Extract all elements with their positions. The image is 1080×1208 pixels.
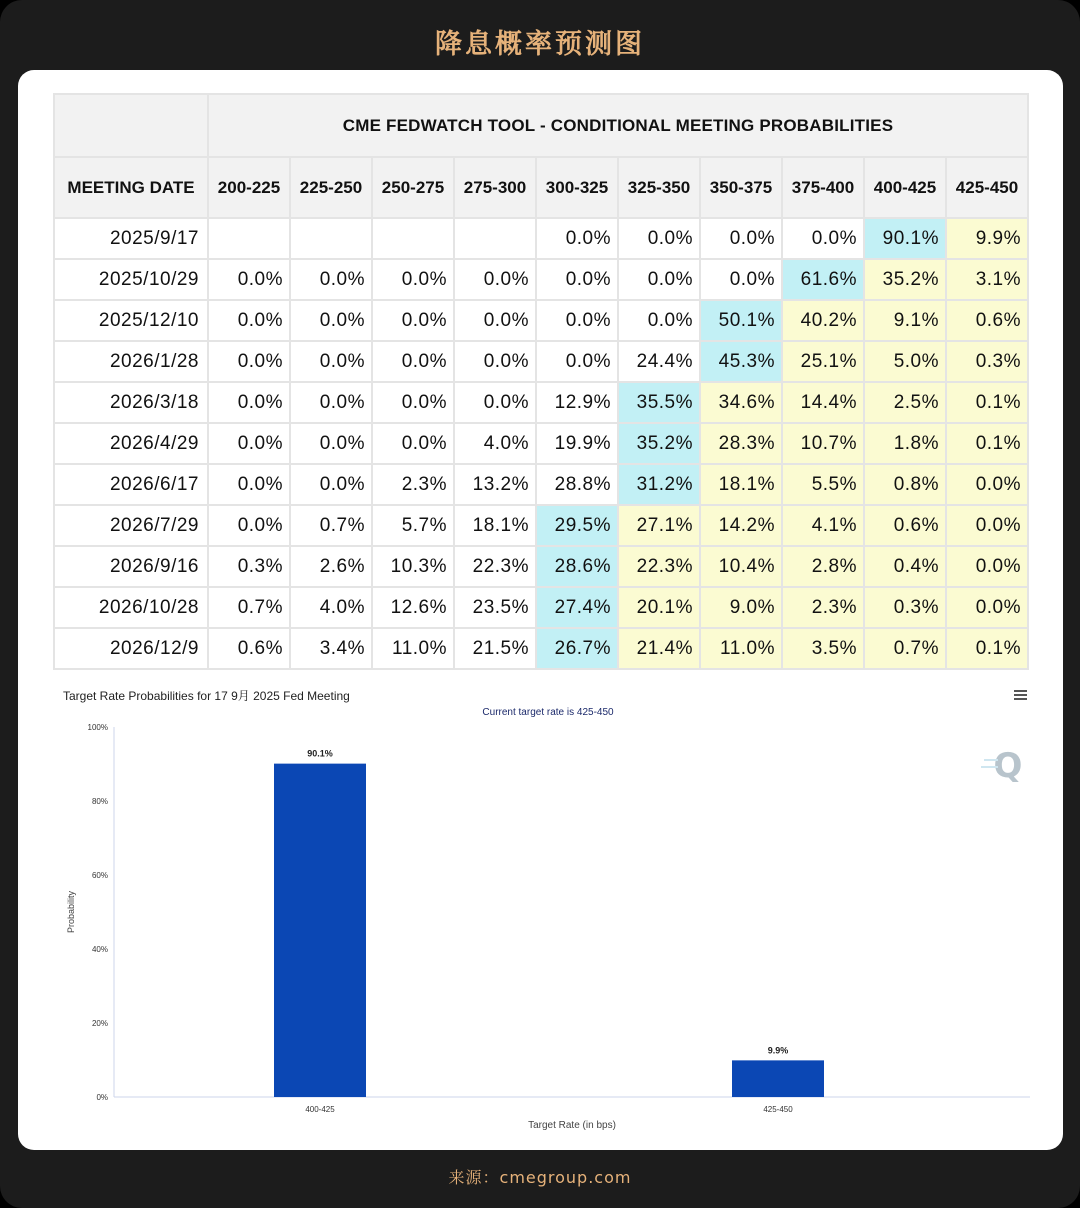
content-card (18, 70, 1063, 1150)
probability-cell: 0.6% (864, 505, 946, 546)
probability-cell: 35.2% (864, 259, 946, 300)
rate-column-header: 400-425 (864, 157, 946, 218)
probability-cell: 0.0% (372, 341, 454, 382)
probability-cell: 0.0% (454, 382, 536, 423)
probability-cell: 0.7% (864, 628, 946, 669)
probability-cell: 25.1% (782, 341, 864, 382)
chart-subtitle: Current target rate is 425-450 (482, 707, 614, 718)
probability-cell: 26.7% (536, 628, 618, 669)
probability-cell: 0.0% (372, 382, 454, 423)
bar-chart (18, 70, 1063, 1150)
y-tick-label: 100% (87, 723, 108, 732)
probability-cell: 0.0% (782, 218, 864, 259)
probability-cell: 10.3% (372, 546, 454, 587)
probability-cell: 2.3% (782, 587, 864, 628)
rate-column-header: 350-375 (700, 157, 782, 218)
probability-cell: 0.1% (946, 423, 1028, 464)
probability-cell: 2.8% (782, 546, 864, 587)
probability-cell: 4.1% (782, 505, 864, 546)
probability-cell: 9.1% (864, 300, 946, 341)
probability-cell: 0.0% (290, 464, 372, 505)
meeting-date-cell: 2025/12/10 (54, 300, 208, 341)
probability-cell: 35.2% (618, 423, 700, 464)
table-title: CME FEDWATCH TOOL - CONDITIONAL MEETING PROBABILITIES (208, 94, 1028, 157)
rate-column-header: 275-300 (454, 157, 536, 218)
probability-cell: 1.8% (864, 423, 946, 464)
probability-cell: 20.1% (618, 587, 700, 628)
probability-cell: 21.5% (454, 628, 536, 669)
probability-cell: 2.3% (372, 464, 454, 505)
probability-cell: 35.5% (618, 382, 700, 423)
probability-cell: 90.1% (864, 218, 946, 259)
probability-cell: 0.0% (536, 259, 618, 300)
probability-cell: 2.6% (290, 546, 372, 587)
probability-cell: 0.7% (290, 505, 372, 546)
x-axis-title: Target Rate (in bps) (528, 1120, 616, 1131)
probability-cell: 28.6% (536, 546, 618, 587)
chart-title: Target Rate Probabilities for 17 9月 2025 Fed Meeting (63, 689, 350, 703)
probability-cell: 22.3% (618, 546, 700, 587)
probability-cell: 5.5% (782, 464, 864, 505)
y-tick-label: 0% (96, 1093, 108, 1102)
probability-cell: 61.6% (782, 259, 864, 300)
meeting-date-cell: 2026/3/18 (54, 382, 208, 423)
probability-cell: 0.0% (372, 300, 454, 341)
y-tick-label: 80% (91, 797, 108, 806)
probability-cell: 5.7% (372, 505, 454, 546)
probability-cell: 0.0% (290, 423, 372, 464)
probability-cell: 0.0% (208, 300, 290, 341)
probability-cell: 0.0% (618, 218, 700, 259)
bar-data-label: 9.9% (767, 1045, 789, 1056)
probability-cell: 0.0% (208, 259, 290, 300)
probability-cell: 34.6% (700, 382, 782, 423)
bar-data-label: 90.1% (307, 748, 333, 759)
probability-cell: 0.0% (372, 259, 454, 300)
probability-cell: 27.4% (536, 587, 618, 628)
rate-column-header: 325-350 (618, 157, 700, 218)
probability-cell: 0.6% (946, 300, 1028, 341)
probability-cell: 21.4% (618, 628, 700, 669)
meeting-date-header: MEETING DATE (54, 157, 208, 218)
rate-column-header: 300-325 (536, 157, 618, 218)
probability-cell: 22.3% (454, 546, 536, 587)
y-tick-label: 20% (91, 1019, 108, 1028)
probability-cell: 28.8% (536, 464, 618, 505)
probability-cell: 14.4% (782, 382, 864, 423)
probability-cell: 29.5% (536, 505, 618, 546)
probability-cell: 2.5% (864, 382, 946, 423)
probability-cell: 0.0% (618, 300, 700, 341)
probability-cell: 0.3% (864, 587, 946, 628)
meeting-date-cell: 2026/6/17 (54, 464, 208, 505)
probability-cell: 9.9% (946, 218, 1028, 259)
y-axis-title: Probability (66, 890, 76, 934)
probability-cell: 0.0% (290, 259, 372, 300)
probability-cell: 11.0% (700, 628, 782, 669)
probability-cell: 19.9% (536, 423, 618, 464)
probability-cell: 27.1% (618, 505, 700, 546)
meeting-date-cell: 2026/4/29 (54, 423, 208, 464)
probability-cell: 18.1% (700, 464, 782, 505)
probability-cell: 0.0% (290, 341, 372, 382)
probability-cell: 12.6% (372, 587, 454, 628)
probability-cell: 0.0% (946, 546, 1028, 587)
probability-cell: 0.0% (372, 423, 454, 464)
probability-cell: 14.2% (700, 505, 782, 546)
probability-cell: 0.0% (946, 464, 1028, 505)
page-title: 降息概率预测图 (435, 29, 645, 60)
rate-column-header: 225-250 (290, 157, 372, 218)
rate-column-header: 250-275 (372, 157, 454, 218)
probability-cell: 0.0% (946, 505, 1028, 546)
meeting-date-cell: 2026/1/28 (54, 341, 208, 382)
probability-cell: 0.0% (946, 587, 1028, 628)
source-footer: 来源：cmegroup.com (448, 1168, 632, 1187)
probability-cell: 0.0% (208, 423, 290, 464)
probability-cell: 0.0% (536, 218, 618, 259)
probability-cell: 9.0% (700, 587, 782, 628)
probability-cell: 18.1% (454, 505, 536, 546)
y-tick-label: 60% (91, 871, 108, 880)
rate-column-header: 200-225 (208, 157, 290, 218)
meeting-date-cell: 2026/9/16 (54, 546, 208, 587)
bar (732, 1060, 824, 1097)
meeting-date-cell: 2026/7/29 (54, 505, 208, 546)
probability-cell: 0.0% (208, 464, 290, 505)
probability-cell: 5.0% (864, 341, 946, 382)
probability-cell: 0.0% (208, 505, 290, 546)
probability-cell: 0.0% (536, 300, 618, 341)
probability-cell: 0.3% (946, 341, 1028, 382)
meeting-date-cell: 2026/12/9 (54, 628, 208, 669)
probability-cell: 3.1% (946, 259, 1028, 300)
probability-cell: 0.0% (454, 259, 536, 300)
probability-cell: 0.0% (700, 259, 782, 300)
probability-cell: 31.2% (618, 464, 700, 505)
x-tick-label: 400-425 (305, 1105, 335, 1114)
probability-cell: 0.8% (864, 464, 946, 505)
probability-cell: 10.7% (782, 423, 864, 464)
probability-cell: 0.4% (864, 546, 946, 587)
probability-cell: 4.0% (454, 423, 536, 464)
probability-cell: 12.9% (536, 382, 618, 423)
bar (274, 764, 366, 1097)
probability-cell: 0.3% (208, 546, 290, 587)
rate-column-header: 375-400 (782, 157, 864, 218)
probability-cell: 0.0% (700, 218, 782, 259)
rate-column-header: 425-450 (946, 157, 1028, 218)
probability-cell: 0.0% (454, 300, 536, 341)
probability-cell: 0.0% (290, 382, 372, 423)
probability-cell: 40.2% (782, 300, 864, 341)
probability-cell: 0.6% (208, 628, 290, 669)
probability-cell: 24.4% (618, 341, 700, 382)
probability-cell: 0.1% (946, 382, 1028, 423)
probability-cell: 0.0% (208, 382, 290, 423)
probability-cell: 45.3% (700, 341, 782, 382)
probability-cell: 0.0% (536, 341, 618, 382)
y-tick-label: 40% (91, 945, 108, 954)
x-tick-label: 425-450 (763, 1105, 793, 1114)
probability-cell: 11.0% (372, 628, 454, 669)
watermark-logo: Q (993, 746, 1023, 786)
probability-cell: 0.0% (618, 259, 700, 300)
probability-cell: 0.0% (208, 341, 290, 382)
probability-cell: 4.0% (290, 587, 372, 628)
probability-cell: 28.3% (700, 423, 782, 464)
meeting-date-cell: 2025/9/17 (54, 218, 208, 259)
probability-cell: 0.0% (290, 300, 372, 341)
meeting-date-cell: 2025/10/29 (54, 259, 208, 300)
probability-cell: 0.7% (208, 587, 290, 628)
probability-cell: 3.4% (290, 628, 372, 669)
probability-cell: 0.0% (454, 341, 536, 382)
probability-cell: 0.1% (946, 628, 1028, 669)
probability-cell: 23.5% (454, 587, 536, 628)
meeting-date-cell: 2026/10/28 (54, 587, 208, 628)
probability-cell: 10.4% (700, 546, 782, 587)
probability-cell: 13.2% (454, 464, 536, 505)
probability-cell: 50.1% (700, 300, 782, 341)
probability-cell: 3.5% (782, 628, 864, 669)
